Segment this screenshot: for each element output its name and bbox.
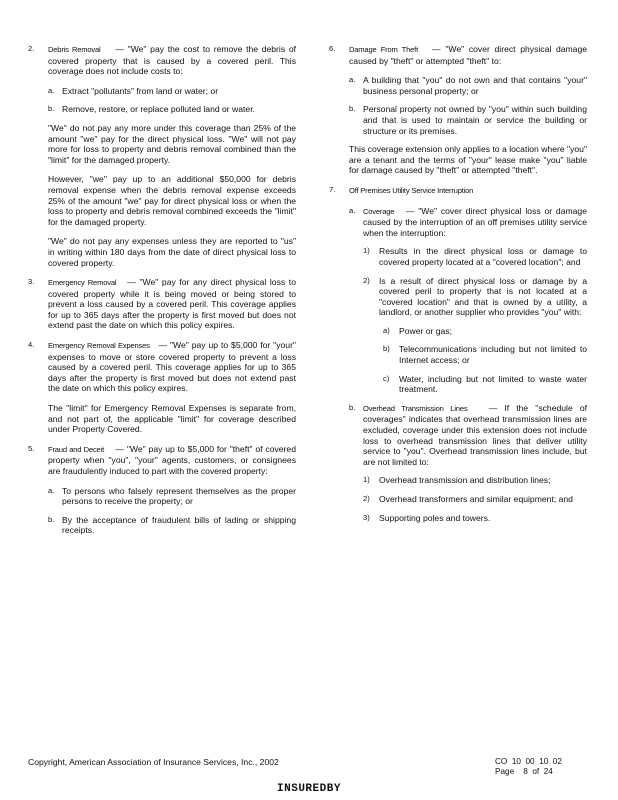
list-item: b. Remove, restore, or replace polluted land or water. bbox=[48, 104, 255, 115]
section-heading: Off Premises Utility Service Interruption bbox=[349, 185, 474, 195]
list-item: b. By the acceptance of fraudulent bills of lading or shipping receipts. bbox=[48, 514, 296, 536]
list-item-text: Power or gas; bbox=[399, 325, 453, 336]
section-debris-removal bbox=[28, 44, 296, 77]
section-number: 7. bbox=[329, 184, 336, 194]
left-column bbox=[28, 44, 296, 544]
section-emergency-removal bbox=[28, 277, 296, 331]
list-item: a. To persons who falsely represent themselves as the proper persons to receive the property; or bbox=[48, 485, 296, 507]
list-item: a. A building that "you" do not own and that contains "your" business personal property; or bbox=[349, 75, 587, 96]
page-number: Page 8 of 24 bbox=[495, 767, 553, 776]
list-item: 3) Supporting poles and towers. bbox=[363, 512, 491, 523]
section-damage-from-theft bbox=[329, 44, 587, 66]
section-text: — "We" pay the cost to remove the debris of covered property that is caused by a covered peril. This coverage does not include costs to: bbox=[48, 44, 296, 77]
section-number: 4. bbox=[28, 340, 35, 350]
list-item: 2) Is a result of direct physical loss or damage by a covered peril to property that is not located at a "covered location" and that is owned by a utility, a landlord, or another supplier who provides "you" with: bbox=[363, 275, 587, 318]
right-column bbox=[329, 44, 587, 531]
section-heading: Fraud and Deceit bbox=[48, 444, 104, 454]
list-item-text: Results in the direct physical loss or damage to covered property located at a "covered location"; and bbox=[379, 246, 587, 267]
section-heading: Emergency Removal Expenses bbox=[48, 341, 150, 351]
subsection-coverage: a. Coverage — "We" cover direct physical loss or damage caused by the interruption of an off premises utility service when the interruption: bbox=[349, 205, 587, 238]
subsection-text: — If the "schedule of coverages" indicates that overhead transmission lines are excluded, coverage under this extension does not include loss to overhead transmission lines that deliver utility service to "you". Overhead transmission lines include, but are not limited to: bbox=[363, 402, 587, 467]
list-item-text: Overhead transmission and distribution lines; bbox=[379, 475, 551, 486]
section-heading: Emergency Removal bbox=[48, 278, 117, 288]
list-item: b) Telecommunications including but not limited to Internet access; or bbox=[383, 344, 587, 366]
list-item: a. Extract "pollutants" from land or water; or bbox=[48, 85, 219, 96]
list-item-text: A building that "you" do not own and that contains "your" business personal property; or bbox=[363, 75, 587, 96]
section-number: 2. bbox=[28, 44, 35, 53]
list-item-text: Personal property not owned by "you" within such building and that is used to maintain or service the building or structure or its premises. bbox=[363, 104, 587, 136]
list-item: 1) Overhead transmission and distribution lines; bbox=[363, 475, 551, 486]
list-item-text: Supporting poles and towers. bbox=[379, 512, 491, 523]
list-item-text: To persons who falsely represent themselves as the proper persons to receive the property; or bbox=[62, 485, 296, 507]
list-item-text: Is a result of direct physical loss or damage by a covered peril to property that is not located at a "covered location" and that is owned by a utility, a landlord, or another supplier who provides "you" with: bbox=[379, 275, 587, 318]
list-item-text: By the acceptance of fraudulent bills of lading or shipping receipts. bbox=[62, 514, 296, 536]
insuredby-stamp: INSUREDBY bbox=[277, 783, 341, 795]
copyright-notice: Copyright, American Association of Insurance Services, Inc., 2002 bbox=[28, 757, 279, 767]
list-item-text: Overhead transformers and similar equipment; and bbox=[379, 494, 573, 504]
list-item: b. Personal property not owned by "you" within such building and that is used to maintain or service the building or structure or its premises. bbox=[349, 104, 587, 136]
section-number: 3. bbox=[28, 277, 35, 287]
form-reference bbox=[495, 757, 562, 777]
paragraph: However, "we" pay up to an additional $50,000 for debris removal expense when the debris removal expense exceeds 25% of the amount "we" pay for direct physical loss or when the loss to property and debris removal combined exceeds the "limit" for the damaged property. bbox=[48, 174, 296, 227]
section-text: — "We" pay up to $5,000 for "theft" of covered property when "you", "your" agents, customers, or consignees are fraudulently induced to part with the covered property: bbox=[48, 443, 296, 476]
section-emergency-removal-expenses bbox=[28, 340, 296, 394]
section-off-premises-utility bbox=[329, 185, 587, 197]
section-heading: Debris Removal bbox=[48, 45, 101, 54]
form-number: CO 10 00 10 02 bbox=[495, 757, 562, 766]
subsection-overhead-lines: b. Overhead Transmission Lines — If the "schedule of coverages" indicates that overhead transmission lines are excluded, coverage under this extension does not include loss to overhead transmission lines that deliver utility service to "you". Overhead transmission lines include, but are not limited to: bbox=[349, 402, 587, 467]
list-item-text: Telecommunications including but not limited to Internet access; or bbox=[399, 344, 587, 366]
section-text: — "We" cover direct physical damage caused by "theft" or attempted "theft" to: bbox=[349, 44, 588, 66]
section-number: 6. bbox=[329, 44, 336, 53]
subsection-text: — "We" cover direct physical loss or damage caused by the interruption of an off premises utility service when the interruption: bbox=[363, 205, 587, 238]
list-item-text: Remove, restore, or replace polluted land or water. bbox=[62, 104, 255, 115]
section-heading: Damage From Theft bbox=[349, 45, 418, 54]
section-number: 5. bbox=[28, 443, 35, 453]
paragraph: "We" do not pay any more under this coverage than 25% of the amount "we" pay for the direct physical loss. "We" will not pay more for loss to property and debris removal combined than the "limit" for the damaged property. bbox=[48, 122, 296, 165]
list-item-text: Extract "pollutants" from land or water; or bbox=[62, 85, 219, 96]
list-item: 1) Results in the direct physical loss or damage to covered property located at a "covered location"; and bbox=[363, 246, 587, 267]
section-fraud-and-deceit bbox=[28, 444, 296, 477]
list-item: a) Power or gas; bbox=[383, 325, 453, 336]
list-item-text: Water, including but not limited to waste water treatment. bbox=[399, 373, 587, 395]
section-text: — "We" pay up to $5,000 for "your" expenses to move or store covered property to prevent a loss caused by a covered peril. This coverage applies for up to 365 days after the property is first moved but does not extend past the date on which this policy expires. bbox=[48, 340, 296, 394]
section-text: — "We" pay for any direct physical loss to covered property while it is being moved or being stored to prevent a loss caused by a covered peril. This coverage applies for up to 365 days after the property is first moved but does not extend past the date on which this policy expires. bbox=[48, 277, 296, 331]
list-item: c) Water, including but not limited to waste water treatment. bbox=[383, 373, 587, 395]
paragraph: "We" do not pay any expenses unless they are reported to "us" in writing within 180 days from the date of direct physical loss to covered property. bbox=[48, 236, 296, 268]
subsection-heading: Coverage bbox=[363, 206, 395, 216]
subsection-heading: Overhead Transmission Lines bbox=[363, 403, 468, 413]
list-item: 2) Overhead transformers and similar equipment; and bbox=[363, 494, 573, 504]
paragraph: This coverage extension only applies to a location where "you" are a tenant and the terms of "your" lease make "you" liable for damage caused by "theft" or attempted "theft". bbox=[349, 144, 587, 176]
paragraph: The "limit" for Emergency Removal Expenses is separate from, and not part of, the applicable "limit" for coverage described under Property Covered. bbox=[48, 403, 296, 435]
